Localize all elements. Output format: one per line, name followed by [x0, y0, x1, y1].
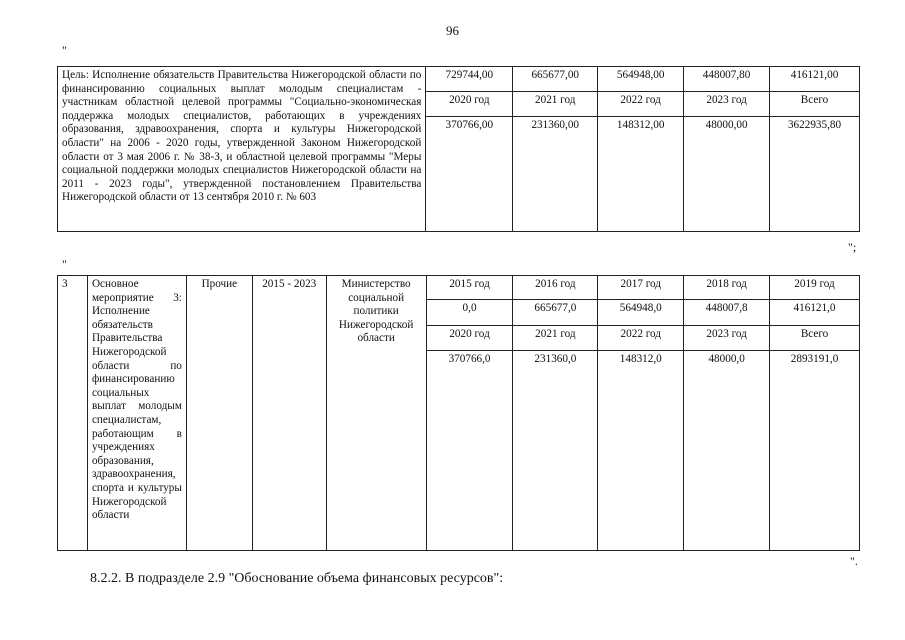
t1-r3-c3: 148312,00 [598, 117, 684, 232]
t1-r2-c5: Всего [770, 92, 860, 117]
t2-r1-c5: 2019 год [770, 276, 860, 300]
section-paragraph: 8.2.2. В подразделе 2.9 "Обоснование объема финансовых ресурсов": [90, 571, 504, 586]
t1-r1-c3: 564948,00 [598, 67, 684, 92]
t2-r4-c3: 148312,0 [598, 351, 684, 551]
t2-r3-c3: 2022 год [598, 325, 684, 351]
t2-r1-c1: 2015 год [426, 276, 513, 300]
quote-close-1: "; [848, 240, 857, 254]
goal-text: Цель: Исполнение обязательств Правительства Нижегородской области по финансированию социальных выплат молодым специалистам - участникам областной целевой программы "Социально-экономическая поддержка молодых специалистов, работающих в учреждениях образования, здравоохранения, спорта и культуры Нижегородской области" на 2006 - 2020 годы, утвержденной Законом Нижегородской области от 3 мая 2006 г. № 38-З, и областной целевой программы "Меры социальной поддержки молодых специалистов Нижегородской области на 2011 - 2023 годы", утвержденной постановлением Правительства Нижегородской области от 13 сентября 2010 г. № 603 [58, 67, 426, 232]
t2-r3-c5: Всего [770, 325, 860, 351]
t1-r2-c2: 2021 год [513, 92, 598, 117]
t1-r3-c4: 48000,00 [684, 117, 770, 232]
t1-r2-c4: 2023 год [684, 92, 770, 117]
t1-r3-c5: 3622935,80 [770, 117, 860, 232]
t1-r1-c4: 448007,80 [684, 67, 770, 92]
quote-open-2: " [62, 257, 67, 271]
t2-r4-c2: 231360,0 [513, 351, 598, 551]
t1-r3-c1: 370766,00 [426, 117, 513, 232]
t2-r4-c4: 48000,0 [684, 351, 770, 551]
t1-r2-c3: 2022 год [598, 92, 684, 117]
quote-close-2: ". [850, 554, 858, 568]
measure-category: Прочие [186, 276, 252, 551]
t2-r2-c4: 448007,8 [684, 299, 770, 325]
t2-r3-c4: 2023 год [684, 325, 770, 351]
measure-name: Основное мероприятие 3: Исполнение обязательств Правительства Нижегородской области по финансированию социальных выплат молодым специалистам, работающим в учреждениях образования, здравоохранения, спорта и культуры Нижегородской области [87, 276, 186, 551]
quote-open-1: " [62, 43, 67, 57]
t2-r1-c2: 2016 год [513, 276, 598, 300]
measure-executor: Министерство социальной политики Нижегородской области [326, 276, 426, 551]
t2-r1-c4: 2018 год [684, 276, 770, 300]
t2-r4-c5: 2893191,0 [770, 351, 860, 551]
goal-table [57, 66, 860, 232]
t2-r3-c2: 2021 год [513, 325, 598, 351]
t2-r2-c2: 665677,0 [513, 299, 598, 325]
t2-r3-c1: 2020 год [426, 325, 513, 351]
t2-r4-c1: 370766,0 [426, 351, 513, 551]
t1-r1-c5: 416121,00 [770, 67, 860, 92]
t2-r2-c1: 0,0 [426, 299, 513, 325]
measure-period: 2015 - 2023 [252, 276, 326, 551]
t1-r2-c1: 2020 год [426, 92, 513, 117]
t1-r3-c2: 231360,00 [513, 117, 598, 232]
measure-number: 3 [58, 276, 88, 551]
measure-table [57, 275, 860, 551]
t2-r2-c5: 416121,0 [770, 299, 860, 325]
t1-r1-c1: 729744,00 [426, 67, 513, 92]
t2-r1-c3: 2017 год [598, 276, 684, 300]
t2-r2-c3: 564948,0 [598, 299, 684, 325]
page-number: 96 [446, 23, 459, 38]
t1-r1-c2: 665677,00 [513, 67, 598, 92]
